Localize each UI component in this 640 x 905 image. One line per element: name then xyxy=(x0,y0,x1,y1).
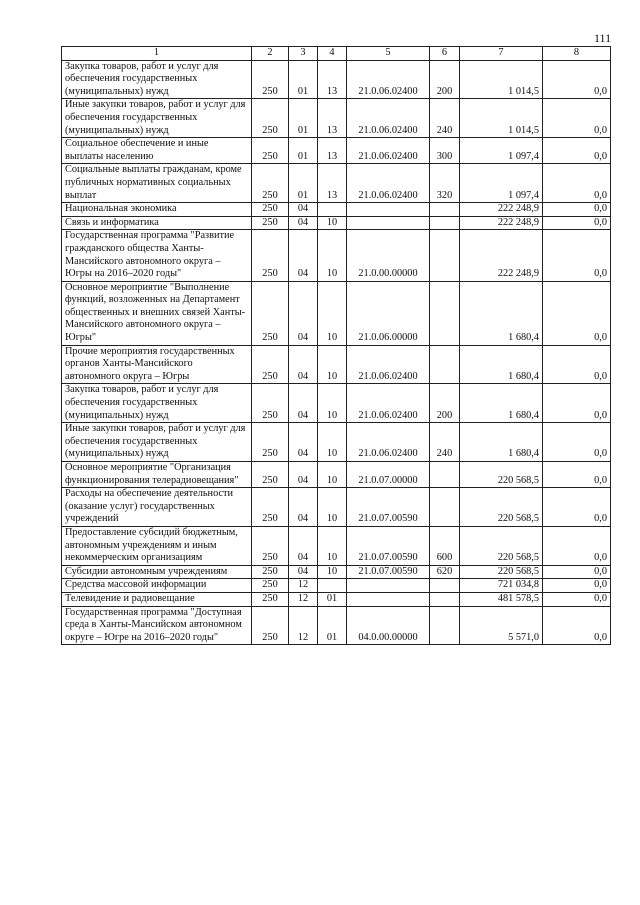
cell-ministry: 250 xyxy=(252,138,289,164)
cell-amount-2: 0,0 xyxy=(543,423,611,462)
table-row xyxy=(62,230,611,281)
cell-amount-2: 0,0 xyxy=(543,488,611,527)
table-row xyxy=(62,281,611,345)
table-row xyxy=(62,203,611,217)
cell-section: 01 xyxy=(289,60,318,99)
row-name: Расходы на обеспечение деятельности (оказание услуг) государственных учреждений xyxy=(62,488,252,527)
cell-amount: 220 568,5 xyxy=(460,462,543,488)
row-name: Связь и информатика xyxy=(62,216,252,230)
cell-section: 01 xyxy=(289,138,318,164)
cell-section: 01 xyxy=(289,99,318,138)
cell-expense-type xyxy=(430,345,460,384)
cell-subsection: 10 xyxy=(318,281,347,345)
cell-ministry: 250 xyxy=(252,592,289,606)
cell-expense-type: 200 xyxy=(430,60,460,99)
cell-target-article: 21.0.06.02400 xyxy=(347,164,430,203)
header-col-7: 7 xyxy=(460,47,543,61)
cell-ministry: 250 xyxy=(252,164,289,203)
cell-subsection: 13 xyxy=(318,164,347,203)
cell-expense-type: 300 xyxy=(430,138,460,164)
cell-subsection: 01 xyxy=(318,606,347,645)
row-name: Национальная экономика xyxy=(62,203,252,217)
header-col-4: 4 xyxy=(318,47,347,61)
table-row xyxy=(62,423,611,462)
cell-amount: 222 248,9 xyxy=(460,203,543,217)
cell-section: 04 xyxy=(289,526,318,565)
cell-amount: 481 578,5 xyxy=(460,592,543,606)
cell-target-article: 04.0.00.00000 xyxy=(347,606,430,645)
cell-amount-2: 0,0 xyxy=(543,462,611,488)
cell-expense-type xyxy=(430,606,460,645)
cell-target-article: 21.0.07.00590 xyxy=(347,526,430,565)
table-body xyxy=(62,60,611,645)
cell-section: 04 xyxy=(289,423,318,462)
cell-amount: 1 097,4 xyxy=(460,164,543,203)
cell-section: 04 xyxy=(289,345,318,384)
row-name: Прочие мероприятия государственных органов Ханты-Мансийского автономного округа – Югры xyxy=(62,345,252,384)
cell-section: 01 xyxy=(289,164,318,203)
table-row xyxy=(62,488,611,527)
cell-subsection: 01 xyxy=(318,592,347,606)
cell-subsection: 10 xyxy=(318,216,347,230)
cell-amount-2: 0,0 xyxy=(543,606,611,645)
cell-amount-2: 0,0 xyxy=(543,526,611,565)
cell-subsection: 10 xyxy=(318,384,347,423)
cell-amount-2: 0,0 xyxy=(543,592,611,606)
row-name: Социальное обеспечение и иные выплаты населению xyxy=(62,138,252,164)
cell-section: 12 xyxy=(289,606,318,645)
cell-ministry: 250 xyxy=(252,579,289,593)
cell-section: 12 xyxy=(289,579,318,593)
header-col-1: 1 xyxy=(62,47,252,61)
cell-ministry: 250 xyxy=(252,99,289,138)
table-row xyxy=(62,462,611,488)
cell-subsection: 10 xyxy=(318,462,347,488)
cell-expense-type xyxy=(430,592,460,606)
cell-ministry: 250 xyxy=(252,423,289,462)
cell-expense-type xyxy=(430,488,460,527)
cell-amount-2: 0,0 xyxy=(543,579,611,593)
cell-amount-2: 0,0 xyxy=(543,565,611,579)
cell-section: 04 xyxy=(289,462,318,488)
cell-section: 04 xyxy=(289,384,318,423)
header-col-8: 8 xyxy=(543,47,611,61)
cell-subsection: 10 xyxy=(318,230,347,281)
cell-expense-type: 320 xyxy=(430,164,460,203)
cell-amount: 1 680,4 xyxy=(460,281,543,345)
header-row xyxy=(62,47,611,61)
cell-amount-2: 0,0 xyxy=(543,345,611,384)
cell-amount-2: 0,0 xyxy=(543,281,611,345)
cell-target-article: 21.0.07.00000 xyxy=(347,462,430,488)
cell-amount-2: 0,0 xyxy=(543,216,611,230)
header-col-6: 6 xyxy=(430,47,460,61)
cell-target-article xyxy=(347,216,430,230)
cell-amount: 222 248,9 xyxy=(460,216,543,230)
cell-expense-type: 240 xyxy=(430,99,460,138)
cell-target-article: 21.0.06.02400 xyxy=(347,60,430,99)
cell-target-article xyxy=(347,592,430,606)
cell-section: 04 xyxy=(289,281,318,345)
cell-subsection xyxy=(318,203,347,217)
cell-subsection: 10 xyxy=(318,526,347,565)
cell-target-article xyxy=(347,203,430,217)
table-row xyxy=(62,60,611,99)
cell-amount: 1 014,5 xyxy=(460,60,543,99)
row-name: Основное мероприятие "Организация функционирования телерадиовещания" xyxy=(62,462,252,488)
table-row xyxy=(62,565,611,579)
cell-subsection: 13 xyxy=(318,99,347,138)
row-name: Предоставление субсидий бюджетным, автономным учреждениям и иным некоммерческим организациям xyxy=(62,526,252,565)
cell-target-article: 21.0.06.02400 xyxy=(347,384,430,423)
cell-expense-type xyxy=(430,281,460,345)
cell-expense-type: 200 xyxy=(430,384,460,423)
cell-amount: 1 680,4 xyxy=(460,345,543,384)
cell-expense-type: 240 xyxy=(430,423,460,462)
cell-ministry: 250 xyxy=(252,606,289,645)
cell-expense-type: 620 xyxy=(430,565,460,579)
row-name: Иные закупки товаров, работ и услуг для обеспечения государственных (муниципальных) нужд xyxy=(62,99,252,138)
cell-expense-type xyxy=(430,462,460,488)
header-col-2: 2 xyxy=(252,47,289,61)
cell-amount: 5 571,0 xyxy=(460,606,543,645)
row-name: Иные закупки товаров, работ и услуг для обеспечения государственных (муниципальных) нужд xyxy=(62,423,252,462)
cell-amount: 220 568,5 xyxy=(460,488,543,527)
row-name: Государственная программа "Развитие гражданского общества Ханты-Мансийского автономного округа – Югры на 2016–2020 годы" xyxy=(62,230,252,281)
cell-expense-type xyxy=(430,203,460,217)
cell-amount: 220 568,5 xyxy=(460,526,543,565)
cell-amount-2: 0,0 xyxy=(543,99,611,138)
table-row xyxy=(62,345,611,384)
cell-expense-type: 600 xyxy=(430,526,460,565)
table-row xyxy=(62,99,611,138)
cell-section: 04 xyxy=(289,565,318,579)
row-name: Средства массовой информации xyxy=(62,579,252,593)
budget-table xyxy=(61,46,611,645)
table-row xyxy=(62,164,611,203)
cell-amount: 220 568,5 xyxy=(460,565,543,579)
table-row xyxy=(62,592,611,606)
cell-section: 04 xyxy=(289,216,318,230)
cell-subsection: 13 xyxy=(318,138,347,164)
cell-ministry: 250 xyxy=(252,230,289,281)
cell-target-article: 21.0.06.02400 xyxy=(347,99,430,138)
cell-target-article: 21.0.06.02400 xyxy=(347,423,430,462)
cell-section: 04 xyxy=(289,488,318,527)
header-col-3: 3 xyxy=(289,47,318,61)
cell-amount: 1 680,4 xyxy=(460,423,543,462)
cell-amount: 1 097,4 xyxy=(460,138,543,164)
cell-target-article: 21.0.06.00000 xyxy=(347,281,430,345)
cell-target-article: 21.0.06.02400 xyxy=(347,345,430,384)
cell-amount: 222 248,9 xyxy=(460,230,543,281)
cell-amount-2: 0,0 xyxy=(543,164,611,203)
cell-ministry: 250 xyxy=(252,462,289,488)
cell-ministry: 250 xyxy=(252,60,289,99)
cell-subsection: 10 xyxy=(318,565,347,579)
cell-section: 04 xyxy=(289,203,318,217)
cell-amount-2: 0,0 xyxy=(543,60,611,99)
cell-expense-type xyxy=(430,216,460,230)
row-name: Субсидии автономным учреждениям xyxy=(62,565,252,579)
table-row xyxy=(62,216,611,230)
cell-amount: 1 680,4 xyxy=(460,384,543,423)
cell-subsection: 10 xyxy=(318,423,347,462)
row-name: Социальные выплаты гражданам, кроме публичных нормативных социальных выплат xyxy=(62,164,252,203)
cell-expense-type xyxy=(430,579,460,593)
cell-target-article: 21.0.07.00590 xyxy=(347,488,430,527)
header-col-5: 5 xyxy=(347,47,430,61)
row-name: Закупка товаров, работ и услуг для обеспечения государственных (муниципальных) нужд xyxy=(62,60,252,99)
table-row xyxy=(62,606,611,645)
row-name: Телевидение и радиовещание xyxy=(62,592,252,606)
cell-subsection: 10 xyxy=(318,488,347,527)
cell-section: 12 xyxy=(289,592,318,606)
cell-target-article: 21.0.07.00590 xyxy=(347,565,430,579)
cell-target-article xyxy=(347,579,430,593)
cell-amount-2: 0,0 xyxy=(543,203,611,217)
cell-amount-2: 0,0 xyxy=(543,384,611,423)
table-row xyxy=(62,579,611,593)
cell-subsection: 13 xyxy=(318,60,347,99)
cell-target-article: 21.0.06.02400 xyxy=(347,138,430,164)
cell-ministry: 250 xyxy=(252,565,289,579)
cell-ministry: 250 xyxy=(252,281,289,345)
cell-ministry: 250 xyxy=(252,488,289,527)
cell-subsection: 10 xyxy=(318,345,347,384)
cell-section: 04 xyxy=(289,230,318,281)
page-number: 111 xyxy=(594,31,612,45)
cell-amount-2: 0,0 xyxy=(543,138,611,164)
table-row xyxy=(62,526,611,565)
row-name: Закупка товаров, работ и услуг для обеспечения государственных (муниципальных) нужд xyxy=(62,384,252,423)
cell-amount: 721 034,8 xyxy=(460,579,543,593)
cell-ministry: 250 xyxy=(252,384,289,423)
table-row xyxy=(62,138,611,164)
cell-amount-2: 0,0 xyxy=(543,230,611,281)
cell-expense-type xyxy=(430,230,460,281)
cell-target-article: 21.0.00.00000 xyxy=(347,230,430,281)
cell-ministry: 250 xyxy=(252,526,289,565)
cell-ministry: 250 xyxy=(252,345,289,384)
table-row xyxy=(62,384,611,423)
cell-ministry: 250 xyxy=(252,216,289,230)
row-name: Государственная программа "Доступная среда в Ханты-Мансийском автономном округе – Югре на 2016–2020 годы" xyxy=(62,606,252,645)
cell-amount: 1 014,5 xyxy=(460,99,543,138)
cell-subsection xyxy=(318,579,347,593)
row-name: Основное мероприятие "Выполнение функций, возложенных на Департамент общественных и внешних связей Ханты-Мансийского автономного округа – Югры" xyxy=(62,281,252,345)
cell-ministry: 250 xyxy=(252,203,289,217)
